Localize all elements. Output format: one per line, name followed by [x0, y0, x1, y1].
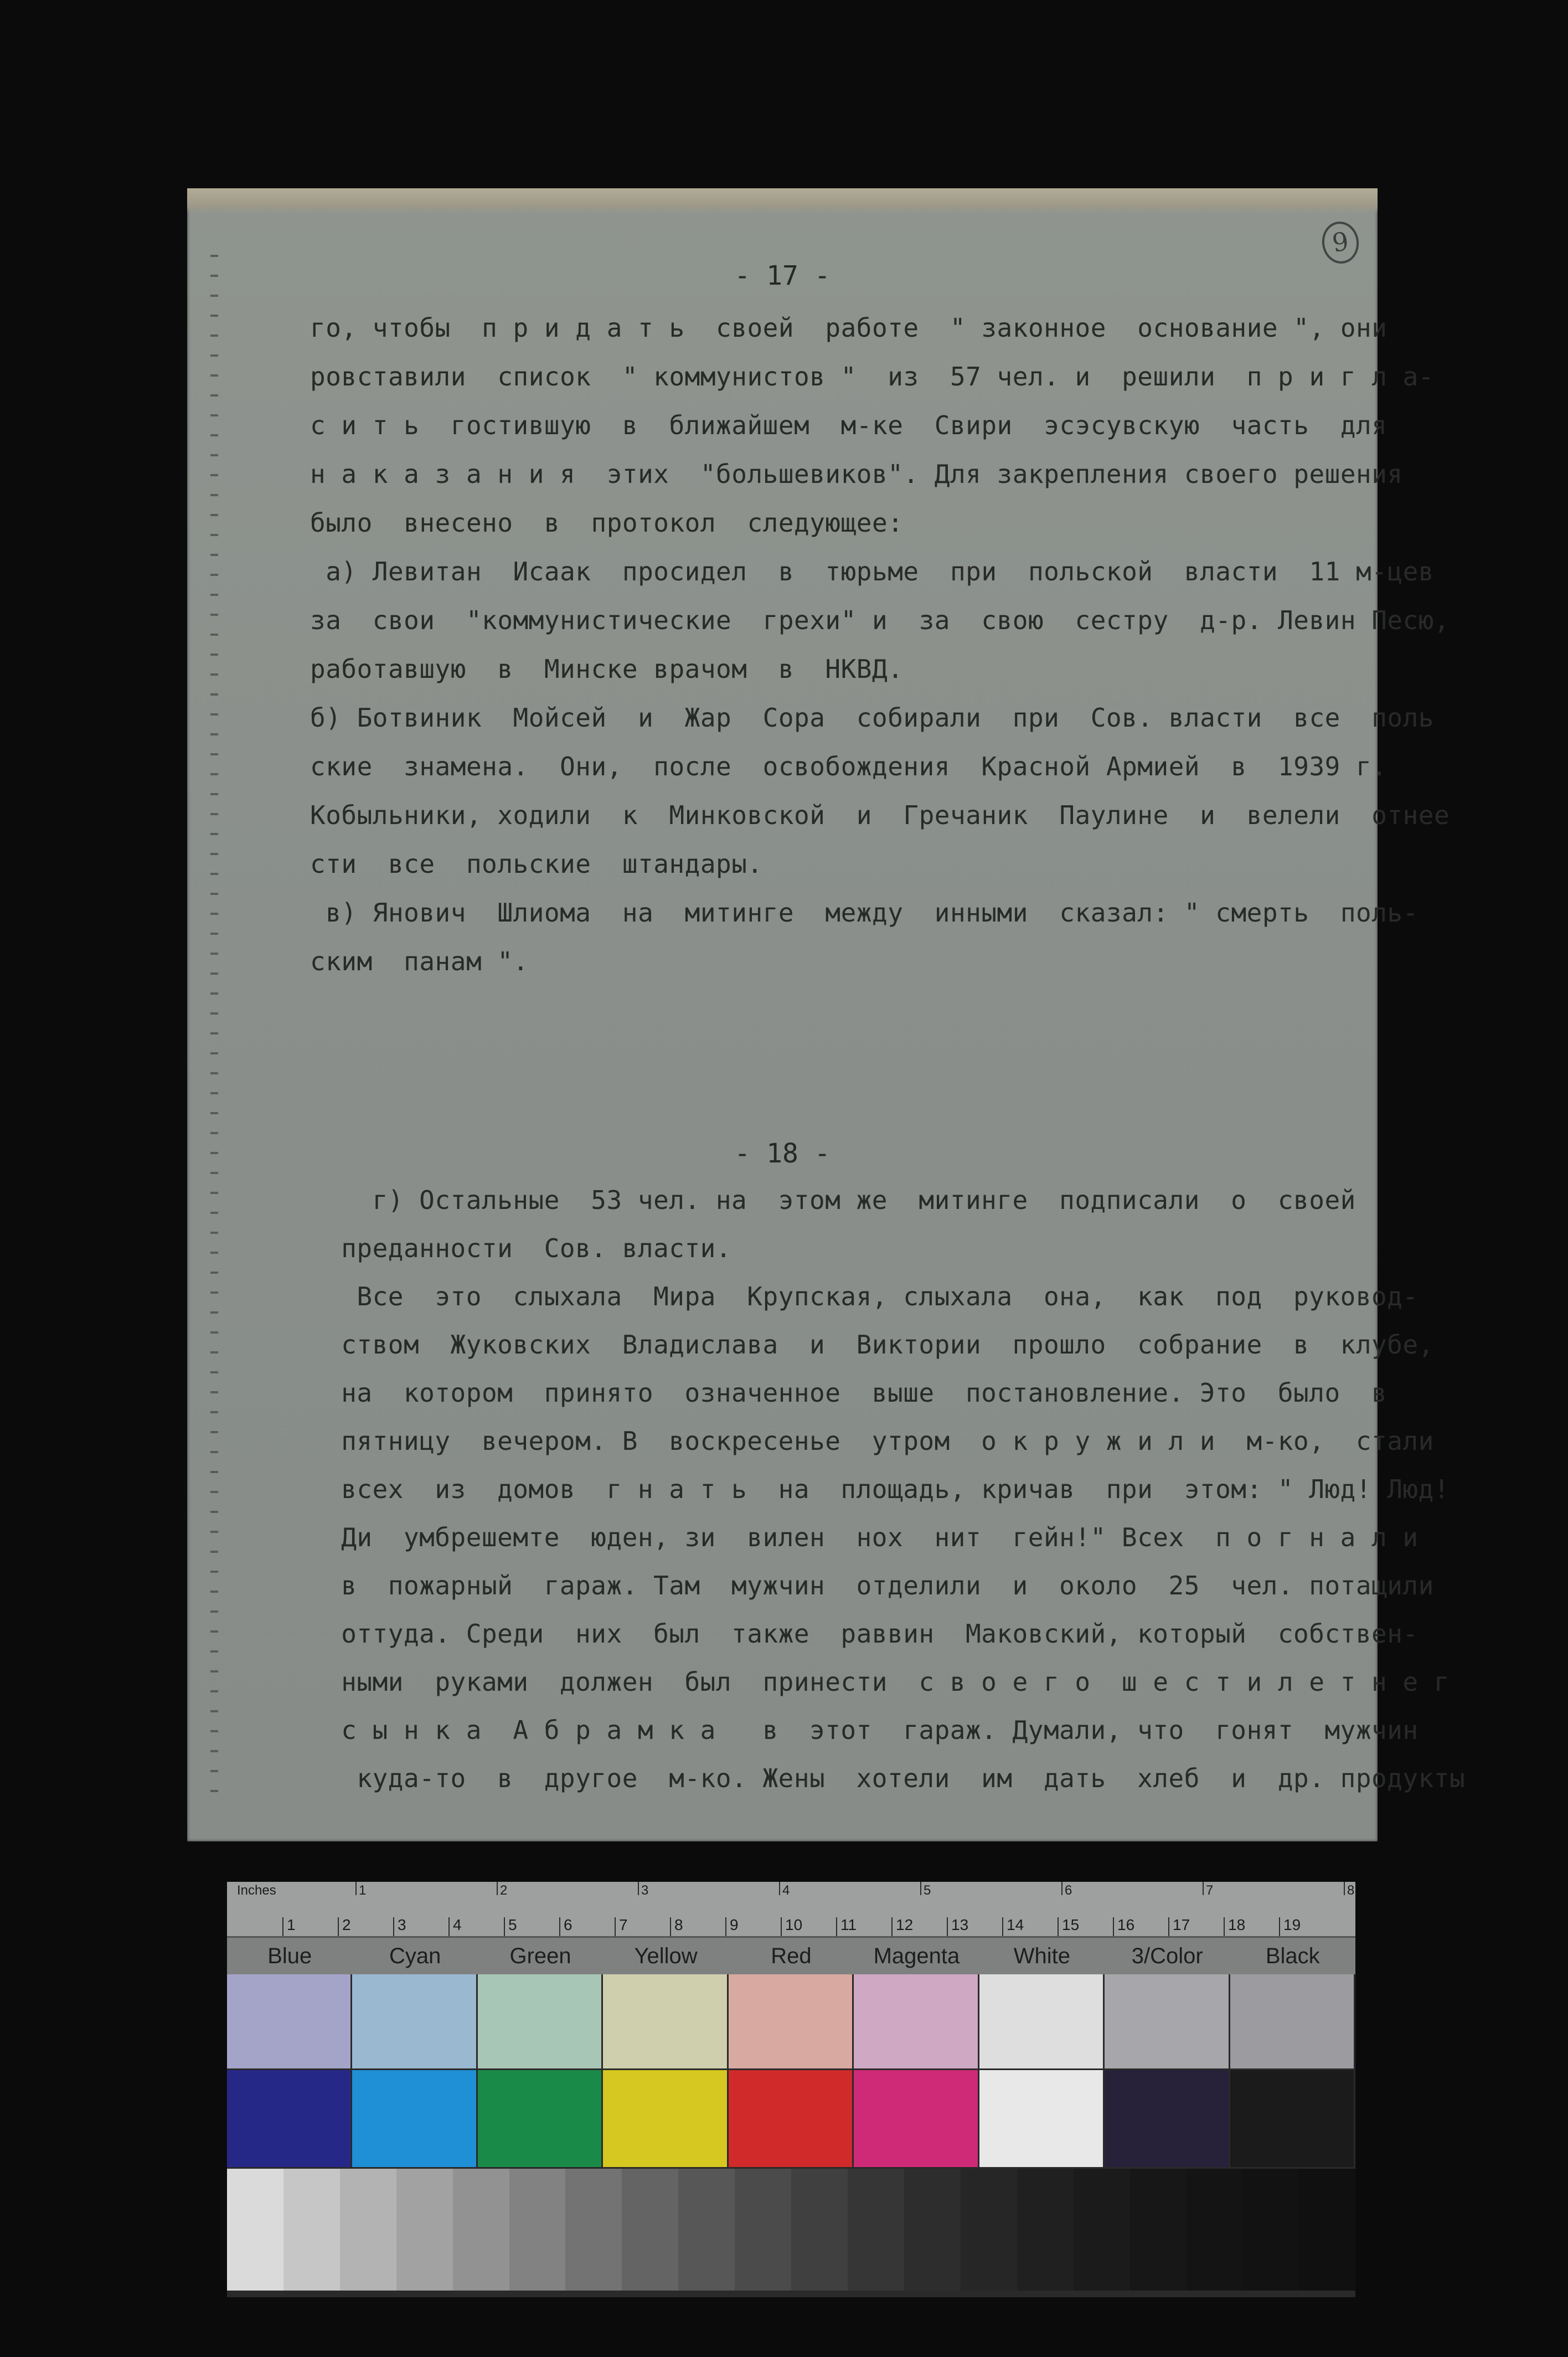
- cm-label: 6: [564, 1916, 572, 1933]
- cm-tick: [836, 1917, 837, 1936]
- text-line: го, чтобы п р и д а т ь своей работе " законное основание ", они: [310, 313, 1388, 343]
- gray-scale-step: [1299, 2169, 1355, 2291]
- cm-tick: [1113, 1917, 1114, 1936]
- cm-label: 4: [453, 1916, 462, 1933]
- swatch-label: Black: [1265, 1944, 1320, 1968]
- swatch-label: Blue: [267, 1944, 312, 1968]
- dark-color-patch: [227, 2070, 352, 2167]
- text-line: г) Остальные 53 чел. на этом же митинге подписали о своей: [326, 1185, 1356, 1215]
- text-line: в) Янович Шлиома на митинге между инными сказал: " смерть поль-: [310, 898, 1419, 928]
- cm-tick: [947, 1917, 948, 1936]
- text-line: оттуда. Среди них был также раввин Маковский, который собствен-: [326, 1619, 1419, 1649]
- inch-tick: [1344, 1882, 1345, 1895]
- inch-label: 6: [1065, 1883, 1072, 1898]
- swatch-label: Yellow: [634, 1944, 698, 1968]
- text-line: ские знамена. Они, после освобождения Красной Армией в 1939 г.: [310, 752, 1388, 781]
- light-color-patch: [352, 1974, 477, 2068]
- page-17-number: - 17 -: [734, 260, 831, 291]
- inch-label: 3: [641, 1883, 649, 1898]
- inch-tick: [920, 1882, 921, 1895]
- cm-label: 14: [1007, 1916, 1024, 1933]
- swatch-label: Cyan: [389, 1944, 441, 1968]
- text-line: а) Левитан Исаак просидел в тюрьме при польской власти 11 м-цев: [310, 557, 1434, 586]
- cm-label: 10: [785, 1916, 803, 1933]
- cm-tick: [504, 1917, 505, 1936]
- cm-tick: [725, 1917, 726, 1936]
- gray-scale-row: [227, 2169, 1355, 2291]
- dark-color-patch: [1105, 2070, 1230, 2167]
- page-18-number: - 18 -: [734, 1138, 831, 1169]
- inch-tick: [638, 1882, 639, 1895]
- inch-label: 1: [359, 1883, 367, 1898]
- light-color-patch: [854, 1974, 979, 2068]
- text-line: Кобыльники, ходили к Минковской и Гречаник Паулине и велели отнее: [310, 800, 1450, 830]
- color-checker-card: [227, 1882, 1355, 2297]
- swatch-label: Green: [509, 1944, 571, 1968]
- light-color-patch: [979, 1974, 1105, 2068]
- light-color-patch: [1105, 1974, 1230, 2068]
- text-line: работавшую в Минске врачом в НКВД.: [310, 654, 904, 684]
- cm-tick: [781, 1917, 782, 1936]
- inch-label: 5: [924, 1883, 931, 1898]
- cm-label: 3: [398, 1916, 406, 1933]
- folio-number: 9: [1319, 219, 1361, 266]
- cm-label: 18: [1228, 1916, 1246, 1933]
- text-line: б) Ботвиник Мойсей и Жар Сора собирали при Сов. власти все поль: [310, 703, 1434, 733]
- text-line: н а к а з а н и я этих "большевиков". Для закрепления своего решения: [310, 459, 1403, 489]
- inch-tick: [1061, 1882, 1062, 1895]
- inch-tick: [355, 1882, 357, 1895]
- text-line: преданности Сов. власти.: [326, 1233, 732, 1263]
- light-patch-row: [227, 1974, 1355, 2068]
- swatch-label: Red: [771, 1944, 812, 1968]
- cm-tick: [393, 1917, 394, 1936]
- inch-tick: [1203, 1882, 1204, 1895]
- swatch-label: White: [1013, 1944, 1070, 1968]
- cm-tick: [1168, 1917, 1169, 1936]
- cm-tick: [1058, 1917, 1059, 1936]
- inch-label: 7: [1206, 1883, 1214, 1898]
- cm-tick: [891, 1917, 893, 1936]
- ruler-unit-label: Inches: [237, 1883, 276, 1898]
- cm-tick: [1224, 1917, 1225, 1936]
- text-line: на котором принято означенное выше постановление. Это было в: [326, 1378, 1388, 1408]
- cm-label: 12: [896, 1916, 914, 1933]
- gray-scale-step: [904, 2169, 961, 2291]
- gray-scale-step: [1074, 2169, 1130, 2291]
- gray-scale-step: [735, 2169, 791, 2291]
- dark-color-patch: [352, 2070, 477, 2167]
- gray-scale-step: [1130, 2169, 1187, 2291]
- text-line: с и т ь гостившую в ближайшем м-ке Свири эсэсувскую часть для: [310, 410, 1388, 440]
- cm-tick: [559, 1917, 560, 1936]
- gray-scale-step: [848, 2169, 904, 2291]
- text-line: пятницу вечером. В воскресенье утром о к р у ж и л и м-ко, стали: [326, 1426, 1434, 1456]
- text-line: в пожарный гараж. Там мужчин отделили и около 25 чел. потащили: [326, 1571, 1434, 1601]
- gray-scale-step: [678, 2169, 735, 2291]
- inch-label: 2: [500, 1883, 508, 1898]
- gray-scale-step: [340, 2169, 396, 2291]
- dark-color-patch: [603, 2070, 728, 2167]
- text-line: Все это слыхала Мира Крупская, слыхала она, как под руковод-: [326, 1282, 1419, 1311]
- cm-tick: [448, 1917, 450, 1936]
- text-line: всех из домов г н а т ь на площадь, кричав при этом: " Люд! Люд!: [326, 1474, 1450, 1504]
- inch-label: 4: [782, 1883, 790, 1898]
- gray-scale-step: [961, 2169, 1017, 2291]
- cm-label: 13: [951, 1916, 969, 1933]
- swatch-label: Magenta: [873, 1944, 960, 1968]
- text-line: ными руками должен был принести с в о е г о ш е с т и л е т н е г: [326, 1667, 1450, 1697]
- cm-label: 5: [508, 1916, 517, 1933]
- text-line: куда-то в другое м-ко. Жены хотели им дать хлеб и др. продукты: [326, 1763, 1466, 1793]
- dark-color-patch: [854, 2070, 979, 2167]
- cm-label: 9: [730, 1916, 739, 1933]
- gray-scale-step: [1017, 2169, 1074, 2291]
- text-line: было внесено в протокол следующее:: [310, 508, 904, 538]
- cm-label: 15: [1062, 1916, 1080, 1933]
- gray-scale-step: [283, 2169, 340, 2291]
- light-color-patch: [478, 1974, 603, 2068]
- text-line: ровставили список " коммунистов " из 57 чел. и решили п р и г л а-: [310, 362, 1434, 392]
- inch-label: 8: [1347, 1883, 1355, 1898]
- light-color-patch: [227, 1974, 352, 2068]
- cm-label: 2: [342, 1916, 351, 1933]
- cm-label: 11: [840, 1916, 857, 1933]
- gray-scale-step: [1186, 2169, 1242, 2291]
- dark-color-patch: [979, 2070, 1105, 2167]
- dark-color-patch: [729, 2070, 854, 2167]
- text-line: ством Жуковских Владислава и Виктории прошло собрание в клубе,: [326, 1330, 1434, 1360]
- swatch-labels: [227, 1938, 1355, 1974]
- text-line: ским панам ".: [310, 946, 529, 976]
- inch-tick: [779, 1882, 780, 1895]
- light-color-patch: [729, 1974, 854, 2068]
- gray-scale-step: [509, 2169, 566, 2291]
- inch-tick: [497, 1882, 498, 1895]
- light-color-patch: [1230, 1974, 1355, 2068]
- gray-scale-step: [565, 2169, 622, 2291]
- gray-scale-step: [1242, 2169, 1299, 2291]
- cm-tick: [1002, 1917, 1003, 1936]
- cm-label: 1: [287, 1916, 296, 1933]
- cm-tick: [615, 1917, 616, 1936]
- gray-scale-step: [227, 2169, 283, 2291]
- gray-scale-step: [396, 2169, 453, 2291]
- gray-scale-step: [453, 2169, 509, 2291]
- text-line: сти все польские штандары.: [310, 849, 763, 879]
- text-line: Ди умбрешемте юден, зи вилен нох нит гейн!" Всех п о г н а л и: [326, 1522, 1419, 1552]
- cm-tick: [338, 1917, 339, 1936]
- gray-scale-step: [622, 2169, 678, 2291]
- cm-tick: [282, 1917, 283, 1936]
- light-color-patch: [603, 1974, 728, 2068]
- measurement-ruler: [227, 1882, 1355, 1938]
- gray-scale-step: [791, 2169, 848, 2291]
- binding-perforations: [210, 255, 218, 1794]
- cm-label: 8: [674, 1916, 683, 1933]
- typed-page: [187, 188, 1466, 1841]
- dark-patch-row: [227, 2070, 1355, 2167]
- cm-tick: [1279, 1917, 1280, 1936]
- cm-label: 19: [1283, 1916, 1301, 1933]
- dark-color-patch: [1230, 2070, 1355, 2167]
- cm-label: 17: [1173, 1916, 1190, 1933]
- swatch-label: 3/Color: [1131, 1944, 1203, 1968]
- cm-tick: [670, 1917, 671, 1936]
- text-line: с ы н к а А б р а м к а в этот гараж. Думали, что гонят мужчин: [326, 1715, 1419, 1745]
- text-line: за свои "коммунистические грехи" и за свою сестру д-р. Левин Песю,: [310, 605, 1450, 635]
- cm-label: 7: [619, 1916, 628, 1933]
- dark-color-patch: [478, 2070, 603, 2167]
- cm-label: 16: [1117, 1916, 1135, 1933]
